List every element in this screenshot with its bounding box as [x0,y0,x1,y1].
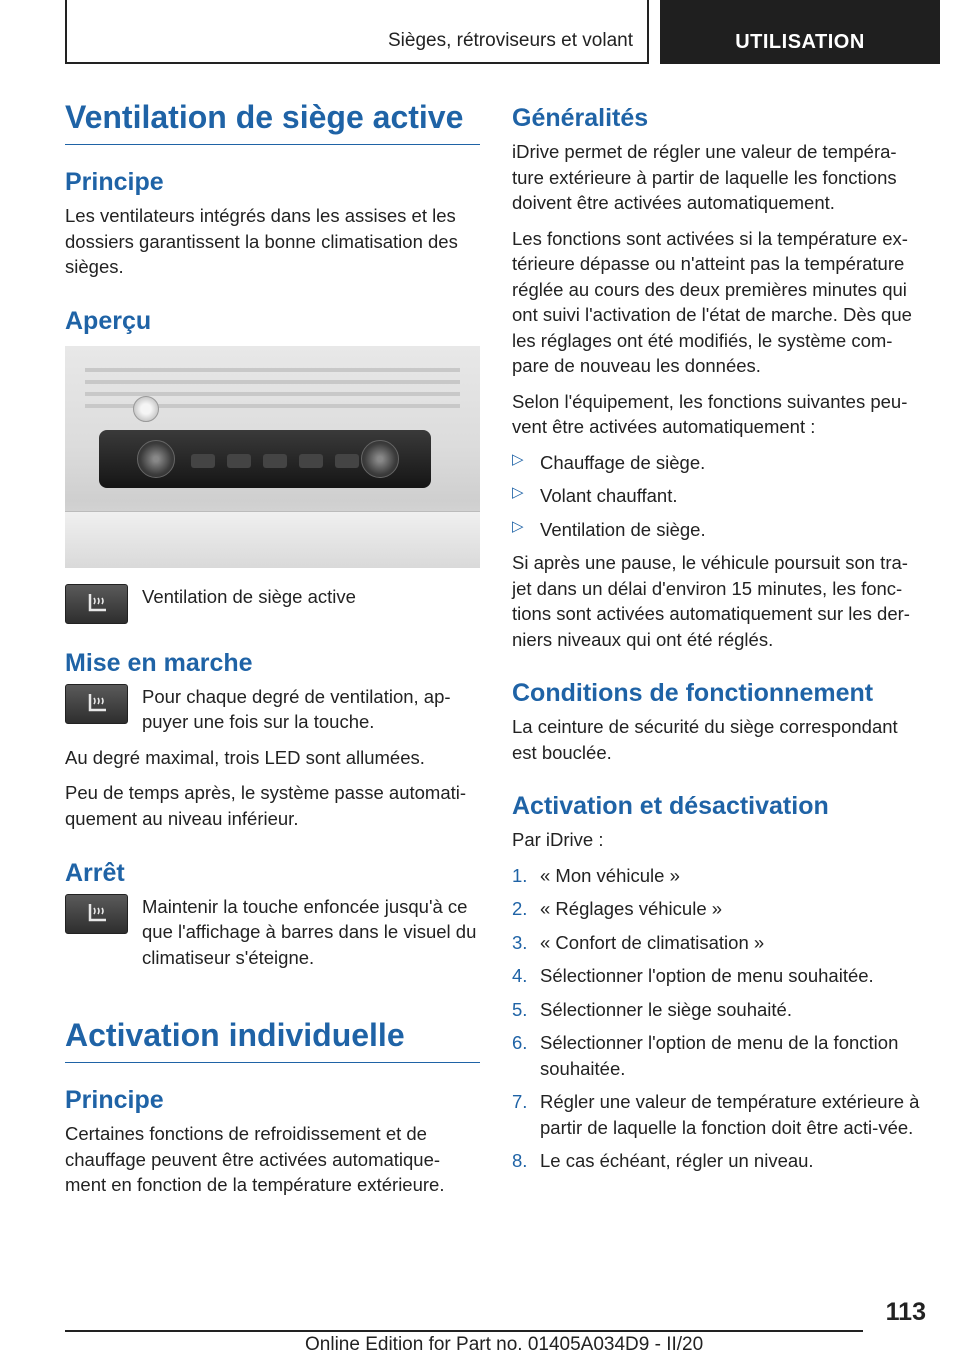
triangle-bullet-icon: ▷ [512,484,524,502]
left-column [65,98,480,1224]
list-item: 3. « Confort de climatisation » [512,931,765,953]
triangle-bullet-icon: ▷ [512,517,524,535]
chapter-tab [660,0,940,64]
running-header-section [65,0,649,64]
marche-icon-row [65,684,480,735]
icon-caption-row [65,584,480,626]
section-title: Sièges, rétroviseurs et volant [387,30,633,51]
conditions-text: La ceinture de sécurité du siège correspondant est bouclée. [512,716,898,763]
auto-functions-list [512,450,927,543]
arret-icon-row [65,894,480,971]
marche-text-2: Peu de temps après, le système passe automati-quement au niveau inférieur. [65,782,467,829]
marche-text-1: Au degré maximal, trois LED sont allumées. [65,746,425,768]
heading-generalites: Généralités [512,104,649,132]
text-principe-2: Certaines fonctions de refroidissement et de chauffage peuvent être activées automatique-ment en fonction de la température extérieure. [65,1123,445,1196]
list-item: ▷ Chauffage de siège. [512,450,706,473]
list-item: ▷ Ventilation de siège. [512,517,706,540]
gen-text-2: Les fonctions sont activées si la température ex-térieure dépasse ou n'atteint pas la température réglée au cours des deux premières minutes qui ont suivi l'activation de l'état de marche. Dès que les réglages ont été modifiés, le système com-pare de nouveau les données. [512,227,912,377]
list-item: 5. Sélectionner le siège souhaité. [512,998,792,1020]
gen-text-1: iDrive permet de régler une valeur de tempéra-ture extérieure à partir de laquelle les fonctions doivent être activées automatiquement. [512,141,897,214]
section-activation [512,791,927,1174]
list-item: 8. Le cas échéant, régler un niveau. [512,1150,814,1172]
heading-ventilation: Ventilation de siège active [65,98,480,145]
heading-activation-individuelle: Activation individuelle [65,1016,480,1063]
activation-intro: Par iDrive : [512,829,604,851]
page-number: 113 [885,1298,926,1326]
seat-ventilation-icon [65,584,128,624]
marche-icon-text: Pour chaque degré de ventilation, ap-puyer une fois sur la touche. [142,685,451,733]
heading-principe-2: Principe [65,1086,164,1115]
activation-steps [512,863,927,1174]
right-column [512,103,927,1200]
heading-activation: Activation et désactivation [512,792,829,821]
gen-text-4: Si après une pause, le véhicule poursuit son tra-jet dans un délai d'environ 15 minutes, les fonc-tions sont activées automatiquement sur les der-niers niveaux qui ont été réglés. [512,552,910,650]
heading-arret: Arrêt [65,858,125,887]
footer-divider [65,1330,863,1332]
list-item: 7. Régler une valeur de température extérieure à partir de laquelle la fonction doit être acti-vée. [512,1091,920,1138]
list-item: 4. Sélectionner l'option de menu souhaitée. [512,965,874,987]
seat-ventilation-icon [65,894,128,934]
heading-principe: Principe [65,168,164,197]
climate-panel-photo [65,346,480,568]
icon-caption-text: Ventilation de siège active [142,585,356,607]
heading-conditions: Conditions de fonctionnement [512,679,874,708]
chapter-title: UTILISATION [735,31,865,53]
section-principe-2 [65,1085,480,1198]
list-item: ▷ Volant chauffant. [512,484,678,507]
triangle-bullet-icon: ▷ [512,450,524,468]
section-arret [65,858,480,971]
section-principe [65,167,480,280]
footer-edition: Online Edition for Part no. 01405A034D9 - II/20 [305,1334,704,1355]
seat-ventilation-icon [65,684,128,724]
arret-icon-text: Maintenir la touche enfoncée jusqu'à ce que l'affichage à barres dans le visuel du climatiseur s'éteigne. [142,895,477,968]
list-item: 2. « Réglages véhicule » [512,898,723,920]
section-mise-en-marche [65,648,480,832]
section-generalites [512,103,927,652]
gen-text-3: Selon l'équipement, les fonctions suivantes peu-vent être activées automatiquement : [512,390,908,438]
section-conditions [512,678,927,765]
heading-mise-en-marche: Mise en marche [65,648,253,677]
text-principe: Les ventilateurs intégrés dans les assises et les dossiers garantissent la bonne climatisation des sièges. [65,205,458,278]
list-item: 1. « Mon véhicule » [512,864,680,886]
heading-apercu: Aperçu [65,306,152,335]
list-item: 6. Sélectionner l'option de menu de la fonction souhaitée. [512,1032,899,1079]
